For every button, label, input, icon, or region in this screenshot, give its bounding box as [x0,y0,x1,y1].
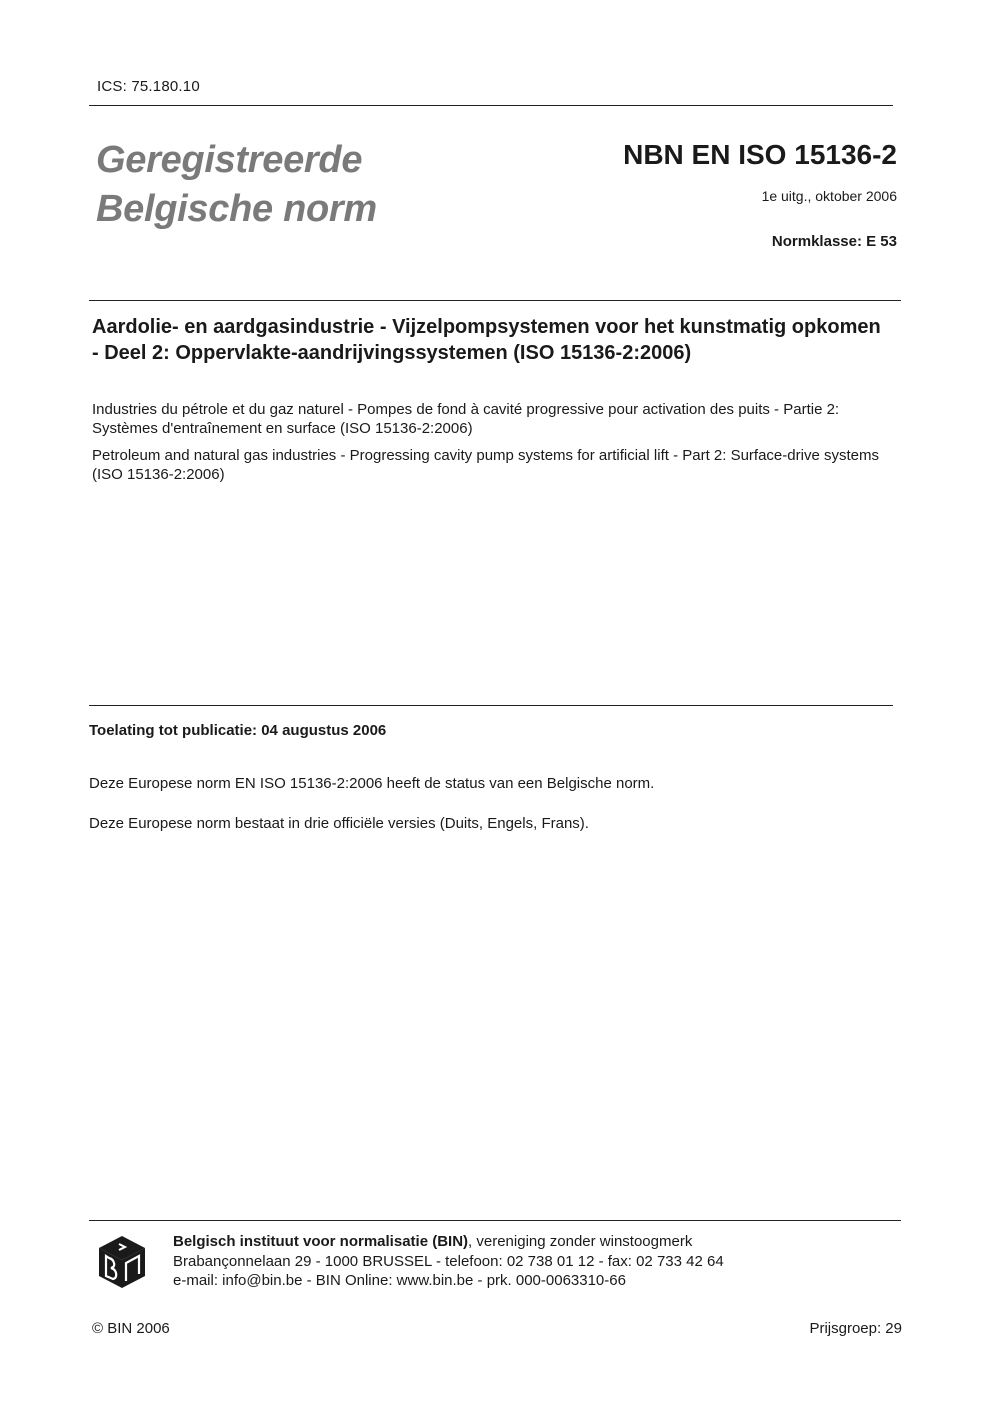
title-divider-top [89,300,901,301]
institute-name-line [173,1232,724,1252]
status-statement: Deze Europese norm EN ISO 15136-2:2006 heeft de status van een Belgische norm. [89,775,655,792]
institute-address: Brabançonnelaan 29 - 1000 BRUSSEL - telefoon: 02 738 01 12 - fax: 02 733 42 64 [173,1252,724,1270]
registered-line-2: Belgische norm [96,188,377,230]
edition-date: 1e uitg., oktober 2006 [761,188,897,204]
norm-class: Normklasse: E 53 [771,233,897,250]
ics-code: ICS: 75.180.10 [97,78,200,95]
norm-number: NBN EN ISO 15136-2 [623,139,897,170]
copyright: © BIN 2006 [92,1320,170,1337]
header-divider [89,105,893,106]
title-french: Industries du pétrole et du gaz naturel - Pompes de fond à cavité progressive pour activation des puits - Partie 2: Systèmes d'entraînement en surface (ISO 15136-2:2006) [92,401,840,437]
title-divider-bottom [89,705,893,706]
registered-line-1: Geregistreerde [96,139,363,181]
title-dutch: Aardolie- en aardgasindustrie - Vijzelpompsystemen voor het kunstmatig opkomen - Deel 2: Oppervlakte-aandrijvingssystemen (ISO 15136-2:2006) [92,316,881,364]
institute-type: , vereniging zonder winstoogmerk [468,1233,693,1250]
institute-name: Belgisch instituut voor normalisatie (BIN) [173,1233,469,1250]
institute-contact: e-mail: info@bin.be - BIN Online: www.bin.be - prk. 000-0063310-66 [173,1272,626,1289]
institute-info [173,1232,724,1291]
bin-logo-icon [96,1234,148,1290]
publication-approval: Toelating tot publicatie: 04 augustus 2006 [89,722,387,739]
registered-norm-heading [96,136,377,234]
title-english: Petroleum and natural gas industries - Progressing cavity pump systems for artificial lift - Part 2: Surface-drive systems (ISO 15136-2:2006) [92,447,879,483]
price-group: Prijsgroep: 29 [809,1320,902,1337]
footer-divider [89,1220,901,1221]
versions-statement: Deze Europese norm bestaat in drie officiële versies (Duits, Engels, Frans). [89,815,589,832]
